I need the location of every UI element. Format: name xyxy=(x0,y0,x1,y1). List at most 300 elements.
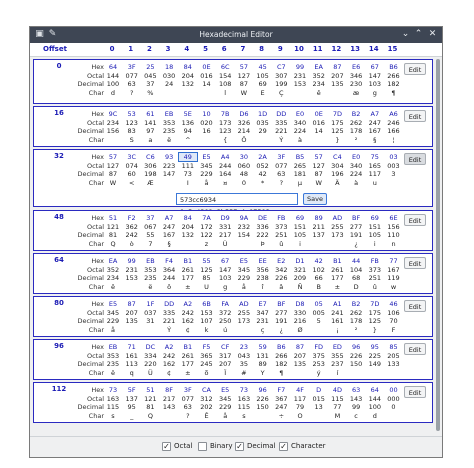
octal-cell: 353 xyxy=(144,265,157,274)
hex-cell[interactable]: 45 xyxy=(258,63,267,71)
octal-cell: 060 xyxy=(237,161,251,170)
char-cell: ¿ xyxy=(354,239,358,248)
column-header-14: 14 xyxy=(368,45,379,53)
hex-cell[interactable]: F5 xyxy=(202,343,211,351)
hex-cell[interactable]: AD xyxy=(239,300,249,308)
char-cell: ë xyxy=(111,368,115,377)
char-cell: ¤ xyxy=(223,178,228,187)
hex-cell[interactable]: 55 xyxy=(202,257,211,265)
octal-cell: 147 xyxy=(218,265,232,274)
hex-group xyxy=(33,106,433,147)
hex-cell[interactable]: 0E xyxy=(314,110,323,118)
char-cell: W xyxy=(240,88,248,97)
row-label-hex: Hex xyxy=(91,386,104,394)
hex-cell[interactable]: FD xyxy=(314,343,324,351)
checkmark-icon[interactable]: ✓ xyxy=(280,442,287,451)
char-cell: 0 xyxy=(241,178,246,187)
hex-cell[interactable]: 63 xyxy=(351,386,361,394)
hex-group xyxy=(33,59,433,104)
octal-cell: 364 xyxy=(162,265,176,274)
hex-cell[interactable]: 84 xyxy=(183,63,192,71)
hex-cell[interactable]: A4 xyxy=(220,153,230,161)
decimal-cell: 251 xyxy=(275,231,288,240)
hex-cell[interactable]: E5 xyxy=(202,153,211,161)
hex-cell[interactable]: A2 xyxy=(164,343,174,351)
octal-cell: 127 xyxy=(106,161,120,170)
hex-cell[interactable]: EE xyxy=(258,257,267,265)
hex-cell[interactable]: B6 xyxy=(276,343,286,351)
hex-cell[interactable]: A2 xyxy=(183,300,193,308)
hex-cell[interactable]: 37 xyxy=(146,214,155,222)
octal-cell: 016 xyxy=(200,71,213,80)
octal-cell: 204 xyxy=(181,222,194,231)
char-cell: F xyxy=(391,325,396,334)
hex-cell[interactable]: 57 xyxy=(314,153,323,161)
hex-cell[interactable]: 93 xyxy=(164,153,174,161)
decimal-cell: 237 xyxy=(331,360,344,369)
hex-cell[interactable]: 51 xyxy=(108,214,118,222)
decimal-cell: 235 xyxy=(106,360,120,369)
row-label-decimal: Decimal xyxy=(77,403,104,412)
hex-cell[interactable]: 87 xyxy=(127,300,136,308)
row-label-hex: Hex xyxy=(91,153,104,161)
octal-cell: 330 xyxy=(293,308,307,317)
decimal-cell: 235 xyxy=(162,127,176,136)
char-cell: ¶ xyxy=(279,368,284,377)
hex-cell[interactable]: 71 xyxy=(127,343,136,351)
row-label-hex: Hex xyxy=(91,343,104,351)
group-offset: 96 xyxy=(54,342,64,350)
char-cell: § xyxy=(167,239,171,248)
hex-cell[interactable]: DC xyxy=(145,343,156,351)
char-cell: _ xyxy=(130,411,134,420)
octal-cell: 207 xyxy=(331,71,344,80)
group-offset: 64 xyxy=(54,256,64,264)
decimal-cell: 199 xyxy=(275,80,288,89)
octal-cell: 205 xyxy=(387,351,400,360)
decimal-cell: 167 xyxy=(368,127,381,136)
hex-cell[interactable]: 87 xyxy=(333,63,342,71)
save-button[interactable]: Save xyxy=(303,193,327,205)
octal-cell: 247 xyxy=(368,118,381,127)
hex-cell[interactable]: ED xyxy=(332,343,342,351)
hex-cell[interactable]: 69 xyxy=(295,214,305,222)
char-cell: I xyxy=(186,178,189,187)
char-cell: S xyxy=(129,135,134,144)
checkmark-icon[interactable]: ✓ xyxy=(163,442,170,451)
row-label-char: Char xyxy=(88,135,104,144)
decimal-cell: 177 xyxy=(331,274,344,283)
hex-cell[interactable]: 8F xyxy=(165,386,174,394)
hex-cell[interactable]: 51 xyxy=(146,386,155,394)
column-header-8: 8 xyxy=(259,45,265,53)
hex-cell[interactable]: C7 xyxy=(276,63,286,71)
hex-cell[interactable]: E7 xyxy=(258,300,267,308)
octal-cell: 277 xyxy=(349,222,363,231)
hex-cell[interactable]: 84 xyxy=(183,214,192,222)
row-label-decimal: Decimal xyxy=(77,274,104,283)
decimal-cell: 24 xyxy=(164,80,174,89)
hex-cell[interactable]: 03 xyxy=(389,153,398,161)
decimal-cell: 125 xyxy=(368,317,381,326)
hex-cell[interactable]: F2 xyxy=(127,214,136,222)
hex-cell[interactable]: 1D xyxy=(258,110,268,118)
decimal-cell: 70 xyxy=(389,317,398,326)
octal-cell: 362 xyxy=(125,222,138,231)
hex-cell[interactable]: 67 xyxy=(221,257,230,265)
hex-cell[interactable]: E5 xyxy=(221,386,230,394)
hex-cell[interactable]: AD xyxy=(332,214,343,222)
hex-cell[interactable]: 57 xyxy=(108,153,118,161)
hex-cell[interactable]: 05 xyxy=(314,300,323,308)
hex-cell[interactable]: 64 xyxy=(108,63,118,71)
hex-cell[interactable]: 64 xyxy=(370,386,379,394)
hex-cell[interactable]: A7 xyxy=(370,110,380,118)
hex-cell[interactable]: 42 xyxy=(314,257,323,265)
octal-cell: 005 xyxy=(312,308,325,317)
decimal-cell: 137 xyxy=(312,231,325,240)
edit-button[interactable]: Edit xyxy=(404,214,426,226)
char-cell: õ xyxy=(204,368,209,377)
hex-cell[interactable]: EA xyxy=(314,63,323,71)
title-bar xyxy=(30,27,442,43)
decimal-cell: 105 xyxy=(293,231,307,240)
decimal-cell: 181 xyxy=(293,170,307,179)
hex-cell[interactable]: B2 xyxy=(351,110,361,118)
decimal-cell: 97 xyxy=(146,127,155,136)
hex-cell[interactable]: A6 xyxy=(389,110,398,118)
decimal-cell: 103 xyxy=(368,80,381,89)
char-cell: å xyxy=(241,282,246,291)
edit-button[interactable]: Edit xyxy=(404,110,426,122)
hex-cell[interactable]: DD xyxy=(276,110,287,118)
decimal-cell: 119 xyxy=(387,274,400,283)
edit-button[interactable]: Edit xyxy=(404,300,426,312)
hex-cell[interactable]: 89 xyxy=(314,214,323,222)
decimal-cell: 63 xyxy=(127,80,136,89)
column-header-3: 3 xyxy=(165,45,171,53)
hex-cell[interactable]: 18 xyxy=(164,63,174,71)
octal-cell: 102 xyxy=(312,265,325,274)
edit-button[interactable]: Edit xyxy=(404,257,426,269)
hex-cell[interactable]: EB xyxy=(164,110,174,118)
hex-cell[interactable]: 59 xyxy=(258,343,267,351)
hex-cell[interactable]: B1 xyxy=(183,257,193,265)
hex-cell[interactable]: 4F xyxy=(296,386,304,394)
hex-cell[interactable]: 3F xyxy=(127,63,136,71)
decimal-cell: 251 xyxy=(368,274,381,283)
hex-cell[interactable]: 9A xyxy=(239,214,249,222)
octal-cell: 111 xyxy=(181,161,194,170)
edit-button[interactable]: Edit xyxy=(404,386,426,398)
hex-cell[interactable]: FB xyxy=(370,257,379,265)
hex-cell[interactable]: E0 xyxy=(351,153,361,161)
hex-cell[interactable]: D6 xyxy=(239,110,249,118)
hex-editor-window xyxy=(29,26,443,458)
close-icon[interactable]: ✕ xyxy=(428,29,437,39)
offset-header: Offset xyxy=(43,45,67,53)
hex-cell[interactable]: 99 xyxy=(295,63,305,71)
hex-cell[interactable]: DD xyxy=(164,300,175,308)
column-header-0: 0 xyxy=(109,45,115,53)
terminal-icon[interactable]: ▣ xyxy=(35,29,44,39)
octal-cell: 173 xyxy=(218,118,232,127)
char-cell: â xyxy=(279,282,284,291)
hex-cell[interactable]: E5 xyxy=(108,300,118,308)
row-label-hex: Hex xyxy=(91,300,104,308)
decimal-cell: 108 xyxy=(218,80,232,89)
char-cell: ± xyxy=(185,282,191,291)
octal-cell: 312 xyxy=(200,394,213,403)
octal-cell: 207 xyxy=(293,351,307,360)
char-cell: W xyxy=(109,178,117,187)
hex-cell[interactable]: CA xyxy=(202,386,211,394)
edit-button[interactable]: Edit xyxy=(404,63,426,75)
decimal-cell: 242 xyxy=(125,231,138,240)
hex-cell[interactable]: 73 xyxy=(108,386,118,394)
hex-cell[interactable]: 5F xyxy=(127,386,136,394)
octal-cell: 353 xyxy=(162,118,176,127)
hex-cell[interactable]: 3C xyxy=(127,153,137,161)
maximize-icon[interactable]: ⌃ xyxy=(414,29,423,39)
hex-cell[interactable]: 75 xyxy=(370,153,379,161)
octal-cell: 345 xyxy=(237,265,251,274)
hex-cell[interactable]: 49 xyxy=(179,153,197,161)
hex-groups-area[interactable] xyxy=(30,57,434,435)
decimal-cell: 83 xyxy=(127,127,136,136)
hex-cell[interactable]: F7 xyxy=(277,386,286,394)
hex-cell[interactable]: 30 xyxy=(239,153,249,161)
octal-cell: 077 xyxy=(275,161,288,170)
hex-cell[interactable]: 10 xyxy=(202,110,211,118)
hex-cell[interactable]: 2A xyxy=(258,153,267,161)
hex-cell[interactable]: FB xyxy=(277,214,286,222)
hex-group xyxy=(33,382,433,423)
octal-cell: 043 xyxy=(237,351,251,360)
hex-edit-input[interactable]: 573cc6934 xyxy=(176,193,298,205)
hex-cell[interactable]: E5 xyxy=(239,257,249,265)
hex-cell[interactable]: 67 xyxy=(370,63,379,71)
hex-cell[interactable]: 53 xyxy=(127,110,136,118)
hex-cell[interactable]: EB xyxy=(108,343,118,351)
scrollbar-thumb[interactable] xyxy=(436,59,440,431)
row-label-octal: Octal xyxy=(86,308,104,317)
hex-cell[interactable]: 23 xyxy=(239,343,249,351)
decimal-cell: 153 xyxy=(293,80,307,89)
decimal-cell: 229 xyxy=(200,170,213,179)
vertical-scrollbar[interactable] xyxy=(435,57,441,435)
char-cell: 7 xyxy=(148,239,153,248)
char-cell: W xyxy=(315,178,322,187)
hex-cell[interactable]: BF xyxy=(277,300,286,308)
hex-cell[interactable]: 73 xyxy=(239,386,249,394)
decimal-cell: 99 xyxy=(351,403,361,412)
octal-cell: 077 xyxy=(125,71,138,80)
hex-cell[interactable]: A1 xyxy=(333,300,342,308)
hex-cell[interactable]: 44 xyxy=(351,257,361,265)
octal-cell: 020 xyxy=(200,118,213,127)
hex-cell[interactable]: 5E xyxy=(183,110,192,118)
octal-cell: 143 xyxy=(349,394,363,403)
hex-cell[interactable]: 99 xyxy=(127,257,136,265)
char-cell: Q xyxy=(147,411,153,420)
hex-cell[interactable]: CF xyxy=(221,343,230,351)
octal-cell: 154 xyxy=(218,71,232,80)
hex-cell[interactable]: EA xyxy=(108,257,118,265)
char-cell: g xyxy=(372,88,377,97)
hex-cell[interactable]: 0E xyxy=(202,63,211,71)
hex-cell[interactable]: 9C xyxy=(108,110,118,118)
char-cell: ò xyxy=(129,239,134,248)
decimal-cell: 66 xyxy=(314,274,323,283)
column-header-4: 4 xyxy=(184,45,190,53)
hex-cell[interactable]: D8 xyxy=(295,300,305,308)
group-offset: 16 xyxy=(54,109,64,117)
char-cell: Þ xyxy=(260,239,265,248)
hex-cell[interactable]: 4D xyxy=(332,386,342,394)
hex-cell[interactable]: F4 xyxy=(165,257,174,265)
octal-cell: 226 xyxy=(256,394,269,403)
decimal-cell: 224 xyxy=(349,170,363,179)
octal-cell: 241 xyxy=(331,308,344,317)
hex-cell[interactable]: B5 xyxy=(295,153,305,161)
char-cell: Y xyxy=(260,368,265,377)
octal-cell: 334 xyxy=(144,351,157,360)
char-cell: g xyxy=(223,282,228,291)
octal-cell: 261 xyxy=(331,265,344,274)
decimal-cell: 162 xyxy=(162,360,176,369)
option-label: Binary xyxy=(210,442,233,450)
char-cell: ê xyxy=(316,88,321,97)
octal-cell: 353 xyxy=(106,351,120,360)
hex-cell[interactable]: BF xyxy=(351,214,361,222)
char-cell: Æ xyxy=(147,178,154,187)
hex-cell[interactable]: D1 xyxy=(295,257,305,265)
octal-cell: 204 xyxy=(181,71,194,80)
hex-cell[interactable]: 3F xyxy=(183,386,192,394)
hex-cell[interactable]: 77 xyxy=(389,257,398,265)
decimal-cell: 122 xyxy=(200,231,213,240)
hex-cell[interactable]: A7 xyxy=(164,214,174,222)
group-offset: 48 xyxy=(54,213,64,221)
decimal-cell: 149 xyxy=(368,360,381,369)
char-cell: c xyxy=(354,411,358,420)
decimal-cell: 135 xyxy=(331,80,344,89)
hex-cell[interactable]: 6B xyxy=(202,300,211,308)
char-cell: i xyxy=(299,239,301,248)
decimal-cell: 123 xyxy=(218,127,232,136)
hex-cell[interactable]: 1F xyxy=(146,300,155,308)
hex-cell[interactable]: DE xyxy=(258,214,268,222)
group-offset: 32 xyxy=(54,152,64,160)
hex-cell[interactable]: 7B xyxy=(220,110,230,118)
hex-cell[interactable]: EB xyxy=(146,257,155,265)
hex-cell[interactable]: FA xyxy=(221,300,229,308)
char-cell: Ä xyxy=(335,178,340,187)
decimal-cell: 133 xyxy=(387,360,400,369)
hex-cell[interactable]: E2 xyxy=(277,257,286,265)
hex-cell[interactable]: 7D xyxy=(370,300,380,308)
hex-cell[interactable]: 6E xyxy=(389,214,398,222)
row-label-octal: Octal xyxy=(86,265,104,274)
hex-cell[interactable]: 00 xyxy=(389,386,398,394)
hex-cell[interactable]: B1 xyxy=(183,343,193,351)
checkbox-empty-icon[interactable] xyxy=(198,442,207,451)
column-header-10: 10 xyxy=(294,45,304,53)
decimal-cell: 103 xyxy=(218,274,232,283)
char-cell: ë xyxy=(167,135,172,144)
octal-cell: 003 xyxy=(387,161,400,170)
hex-cell[interactable]: 96 xyxy=(351,343,361,351)
hex-cell[interactable]: 61 xyxy=(146,110,155,118)
octal-cell: 167 xyxy=(387,265,400,274)
char-cell: ? xyxy=(279,178,284,187)
decimal-cell: 94 xyxy=(183,127,192,136)
octal-cell: 255 xyxy=(331,222,344,231)
octal-cell: 335 xyxy=(275,118,288,127)
hex-cell[interactable]: 7D xyxy=(332,110,342,118)
octal-cell: 125 xyxy=(200,265,213,274)
hex-cell[interactable]: C6 xyxy=(146,153,155,161)
hex-cell[interactable]: 85 xyxy=(389,343,398,351)
hex-cell[interactable]: 3F xyxy=(277,153,286,161)
hex-cell[interactable]: 96 xyxy=(258,386,267,394)
hex-cell[interactable]: D9 xyxy=(220,214,230,222)
hex-cell[interactable]: B2 xyxy=(351,300,361,308)
edit-button[interactable]: Edit xyxy=(404,153,426,165)
hex-group xyxy=(33,339,433,380)
row-label-hex: Hex xyxy=(91,257,104,265)
row-label-char: Char xyxy=(88,368,104,377)
hex-cell[interactable]: 57 xyxy=(239,63,249,71)
decimal-cell: 48 xyxy=(239,170,249,179)
column-header-12: 12 xyxy=(331,45,342,53)
hex-cell[interactable]: 87 xyxy=(295,343,305,351)
decimal-cell: 63 xyxy=(183,403,192,412)
decimal-cell: 216 xyxy=(293,317,307,326)
pin-icon[interactable]: ✎ xyxy=(48,29,57,39)
hex-cell[interactable]: E6 xyxy=(351,63,361,71)
display-options-bar xyxy=(30,436,442,458)
octal-cell: 367 xyxy=(275,394,288,403)
decimal-cell: 235 xyxy=(144,274,157,283)
hex-cell[interactable]: 95 xyxy=(370,343,379,351)
octal-cell: 266 xyxy=(275,351,288,360)
hex-cell[interactable]: C4 xyxy=(333,153,342,161)
decimal-cell: 245 xyxy=(200,360,213,369)
row-label-octal: Octal xyxy=(86,222,104,231)
edit-button[interactable]: Edit xyxy=(404,343,426,355)
hex-cell[interactable]: 25 xyxy=(146,63,155,71)
hex-cell[interactable]: B6 xyxy=(389,63,398,71)
option-label: Octal xyxy=(174,442,193,450)
octal-cell: 077 xyxy=(181,394,194,403)
minimize-icon[interactable]: ⌄ xyxy=(401,29,410,39)
decimal-cell: 100 xyxy=(368,403,381,412)
hex-cell[interactable]: 46 xyxy=(389,300,398,308)
octal-cell: 045 xyxy=(144,71,157,80)
hex-cell[interactable]: 7A xyxy=(202,214,211,222)
decimal-cell: 191 xyxy=(349,231,363,240)
checkmark-icon[interactable]: ✓ xyxy=(236,442,243,451)
hex-cell[interactable]: B1 xyxy=(333,257,342,265)
hex-cell[interactable]: E0 xyxy=(295,110,305,118)
hex-cell[interactable]: 69 xyxy=(370,214,379,222)
hex-cell[interactable]: D xyxy=(316,386,322,394)
octal-cell: 226 xyxy=(349,351,363,360)
hex-cell[interactable]: 6C xyxy=(220,63,230,71)
group-offset: 112 xyxy=(51,385,67,393)
